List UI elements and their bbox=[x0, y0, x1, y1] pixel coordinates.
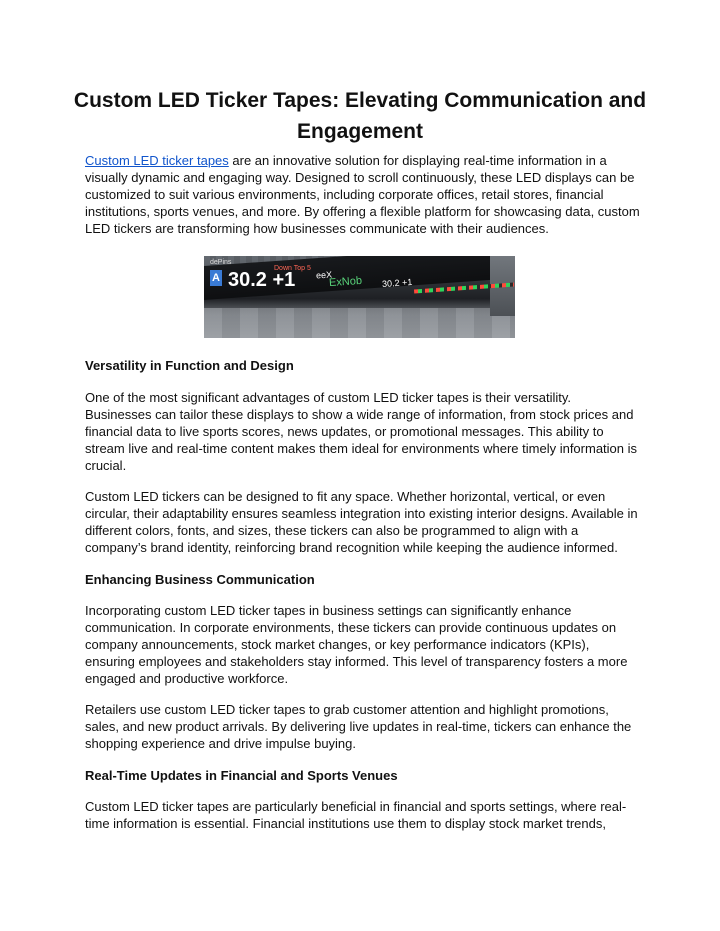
body-paragraph: Retailers use custom LED ticker tapes to grab customer attention and highlight promotions, sales, and new product arrivals. By delivering live updates in real-time, tickers can enhance the shopping experience and drive impulse buying. bbox=[85, 702, 632, 751]
section-heading: Versatility in Function and Design bbox=[85, 358, 294, 373]
body-paragraph: Custom LED ticker tapes are particularly beneficial in financial and sports settings, where real-time information is essential. Financial institutions use them to display stock market trends, bbox=[85, 799, 627, 831]
body-paragraph: Custom LED tickers can be designed to fit any space. Whether horizontal, vertical, or even circular, their adaptability ensures seamless integration into existing interior designs. Available in different colors, fonts, and sizes, these tickers can also be programmed to align with a company’s brand identity, reinforcing brand recognition while keeping the audience informed. bbox=[85, 489, 638, 555]
ticker-price: 30.2 +1 bbox=[381, 276, 413, 290]
body-paragraph: One of the most significant advantages of custom LED ticker tapes is their versatility. Businesses can tailor these displays to show a wide range of information, from stock prices and financial data to live sports scores, news updates, or promotional messages. This ability to stream live and real-time content makes them ideal for environments where timely information is crucial. bbox=[85, 390, 638, 473]
ticker-text: eeX bbox=[315, 269, 333, 281]
intro-text: are an innovative solution for displaying real-time information in a visually dynamic and engaging way. Designed to scroll continuously, these LED displays can be customized to suit various environments, including corporate offices, retail stores, financial institutions, sports venues, and more. By offering a flexible platform for showcasing data, custom LED tickers are transforming how businesses communicate with their audiences. bbox=[85, 153, 640, 236]
ticker-price: 30.2 +1 bbox=[228, 269, 296, 291]
led-ticker-photo bbox=[204, 256, 515, 338]
intro-paragraph bbox=[85, 152, 640, 237]
body-paragraph: Incorporating custom LED ticker tapes in business settings can significantly enhance communication. In corporate environments, these tickers can provide continuous updates on company announcements, stock market changes, or key performance indicators (KPIs), ensuring employees and stakeholders stay informed. This level of transparency fosters a more engaged and productive workforce. bbox=[85, 603, 628, 686]
custom-led-ticker-tapes-link[interactable]: Custom LED ticker tapes bbox=[85, 153, 229, 168]
ticker-text: Down Top 5 bbox=[274, 265, 311, 272]
section-heading: Enhancing Business Communication bbox=[85, 572, 315, 587]
ticker-symbol: ExNob bbox=[328, 274, 363, 290]
page-title: Custom LED Ticker Tapes: Elevating Communication and Engagement bbox=[73, 89, 647, 143]
ticker-text: dePins bbox=[210, 259, 232, 266]
section-heading: Real-Time Updates in Financial and Sports Venues bbox=[85, 768, 398, 783]
ticker-badge: A bbox=[210, 270, 222, 286]
